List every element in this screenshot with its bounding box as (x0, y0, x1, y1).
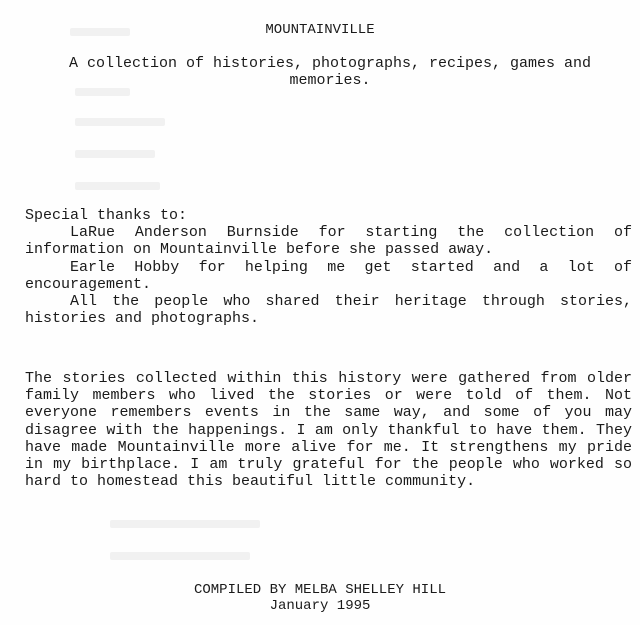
bleed-through-mark (75, 118, 165, 126)
stories-paragraph: The stories collected within this history were gathered from older family members who lived the stories or were told of them. Not everyone remembers events in the same way, and some of you may disagree with the happenings. I am only thankful to have them. They have made Mountainville more alive for me. It strengthens my pride in my birthplace. I am truly grateful for the people who worked so hard to homestead this beautiful little community. (25, 370, 632, 491)
compiled-by: COMPILED BY MELBA SHELLEY HILL (193, 582, 447, 598)
document-title: MOUNTAINVILLE (265, 22, 375, 38)
acknowledgements-section (25, 207, 632, 327)
bleed-through-mark (75, 88, 130, 96)
acknowledgement-item: Earle Hobby for helping me get started and a lot of encouragement. (25, 258, 632, 293)
acknowledgement-item: LaRue Anderson Burnside for starting the collection of information on Mountainville before she passed away. (25, 224, 632, 259)
stories-section (25, 370, 632, 490)
acknowledgements-heading: Special thanks to: (25, 207, 188, 224)
bleed-through-mark (75, 150, 155, 158)
bleed-through-mark (110, 552, 250, 560)
bleed-through-mark (110, 520, 260, 528)
document-subtitle: A collection of histories, photographs, recipes, games and memories. (68, 55, 592, 89)
bleed-through-mark (75, 182, 160, 190)
document-date: January 1995 (269, 598, 371, 614)
acknowledgement-item: All the people who shared their heritage through stories, histories and photographs. (25, 293, 632, 328)
